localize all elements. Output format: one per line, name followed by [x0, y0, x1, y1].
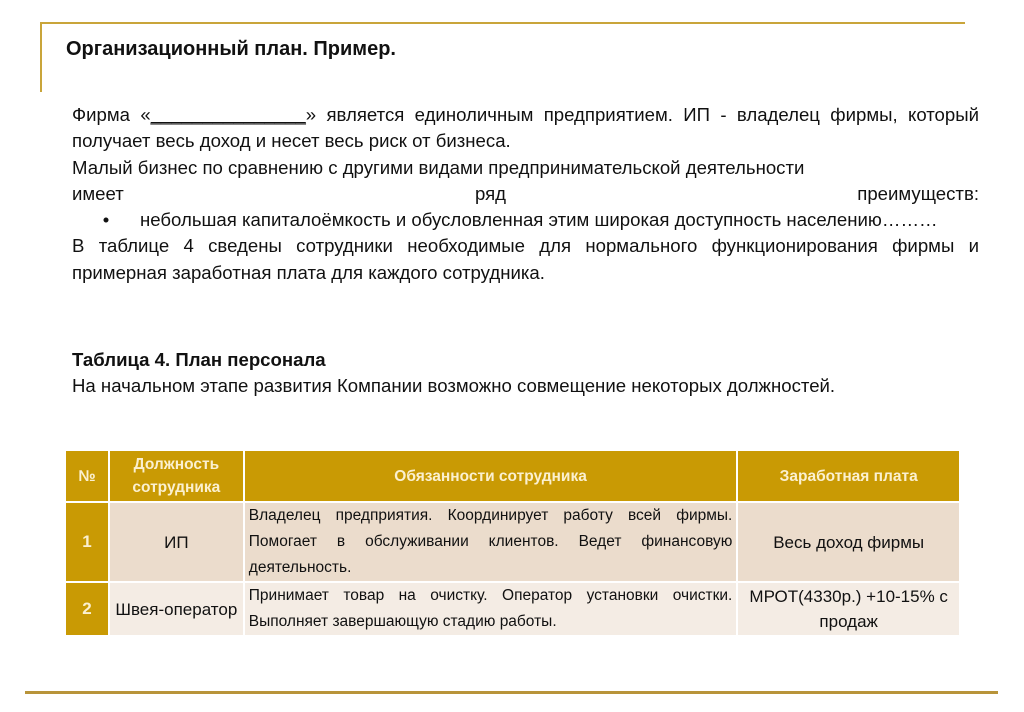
paragraph-advantages: имеет ряд преимуществ: [72, 182, 979, 204]
row-position: Швея-оператор [109, 582, 244, 636]
top-decorative-rule [40, 22, 965, 24]
staff-plan-section [72, 347, 979, 400]
table-header-row [65, 450, 960, 502]
firm-name-blank: _______________ [150, 104, 306, 125]
table-row [65, 502, 960, 582]
firm-text-start: Фирма « [72, 104, 151, 125]
header-salary: Заработная плата [737, 450, 960, 502]
firm-text-end: » является единоличным предприятием. ИП - владелец фирмы, который получает весь доход и несет весь риск от бизнеса. [72, 104, 979, 152]
row-position: ИП [109, 502, 244, 582]
row-salary: Весь доход фирмы [737, 502, 960, 582]
header-duties: Обязанности сотрудника [244, 450, 738, 502]
small-business-text: Малый бизнес по сравнению с другими видами предпринимательской деятельности [72, 156, 805, 178]
row-duties: Владелец предприятия. Координирует работу всей фирмы. Помогает в обслуживании клиентов. Ведет финансовую деятельность. [244, 502, 738, 582]
paragraph-table-intro: В таблице 4 сведены сотрудники необходимые для нормального функционирования фирмы и примерная заработная плата для каждого сотрудника. [72, 235, 979, 283]
table-note: На начальном этапе развития Компании возможно совмещение некоторых должностей. [72, 375, 836, 397]
slide-title: Организационный план. Пример. [66, 38, 396, 60]
row-number: 1 [65, 502, 109, 582]
bullet-icon: • [102, 209, 110, 231]
table-heading: Таблица 4. План персонала [72, 349, 326, 370]
row-number: 2 [65, 582, 109, 636]
row-duties: Принимает товар на очистку. Оператор установки очистки. Выполняет завершающую стадию работы. [244, 582, 738, 636]
intro-text [72, 102, 979, 286]
paragraph-firm [72, 102, 979, 155]
staff-table [64, 449, 961, 637]
header-position: Должность сотрудника [109, 450, 244, 502]
row-salary: МРОТ(4330р.) +10-15% с продаж [737, 582, 960, 636]
left-decorative-rule [40, 22, 42, 92]
bullet-text: небольшая капиталоёмкость и обусловленная этим широкая доступность населению……… [140, 209, 938, 231]
table-row [65, 582, 960, 636]
bottom-decorative-rule [25, 691, 998, 694]
header-number: № [65, 450, 109, 502]
paragraph-small-business [72, 155, 979, 181]
bullet-item [72, 207, 979, 233]
